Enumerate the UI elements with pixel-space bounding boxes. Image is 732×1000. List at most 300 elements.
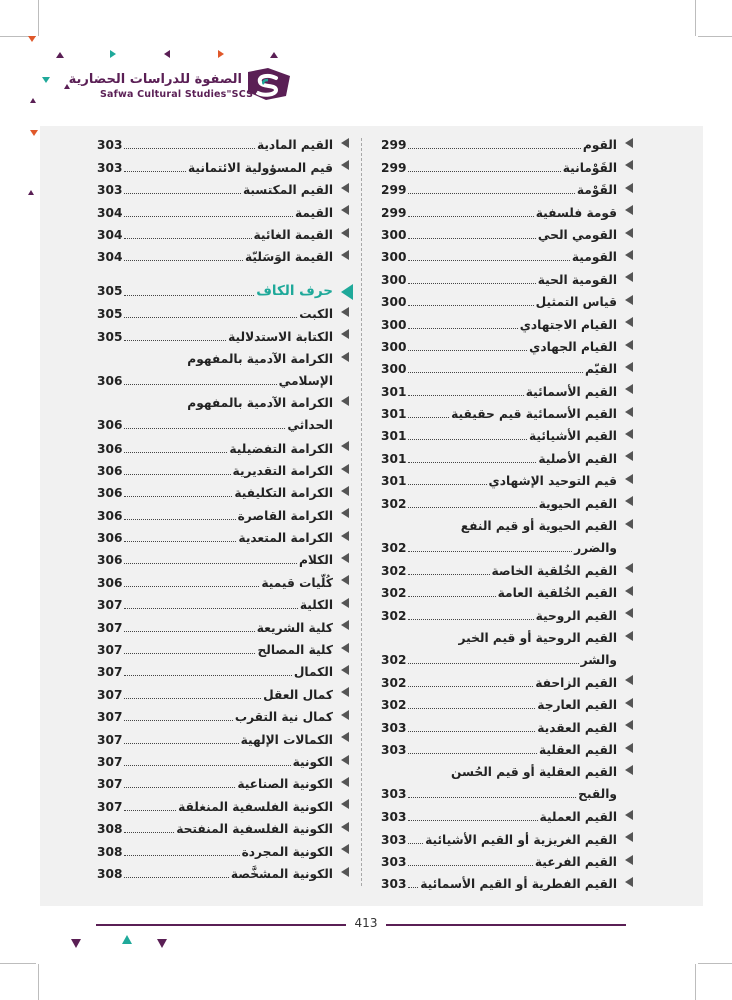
entry-term: الكلام: [298, 553, 333, 568]
entry-term: كلية المصالح: [257, 643, 333, 658]
bullet-arrow-icon: [341, 710, 349, 720]
section-page: 305: [97, 283, 123, 298]
index-entry: [381, 559, 617, 581]
entry-page: 308: [97, 866, 123, 881]
entry-term: الكبت: [299, 307, 333, 322]
entry-term-continued: الإسلامي: [278, 373, 333, 388]
entry-page: 302: [381, 675, 407, 690]
leader-dots: [124, 496, 232, 497]
entry-page: 303: [381, 810, 407, 825]
decor-triangle-icon: [42, 77, 50, 83]
bullet-arrow-icon: [625, 138, 633, 148]
leader-dots: [408, 820, 537, 821]
entry-term: القيم الأشيائية: [528, 429, 617, 444]
index-entry: [97, 179, 333, 201]
bullet-arrow-icon: [341, 755, 349, 765]
entry-continuation: [381, 783, 617, 805]
leader-dots: [408, 283, 535, 284]
entry-page: 300: [381, 339, 407, 354]
leader-dots: [408, 551, 572, 552]
entry-term: القيم الحيوية أو قيم النفع: [460, 518, 617, 533]
index-entry: [381, 403, 617, 425]
entry-page: 299: [381, 138, 407, 153]
bullet-arrow-icon: [341, 228, 349, 238]
bullet-arrow-icon: [625, 407, 633, 417]
entry-term: القيم الروحية أو قيم الخير: [458, 630, 617, 645]
leader-dots: [124, 428, 285, 429]
entry-page: 307: [97, 754, 123, 769]
bullet-arrow-icon: [341, 598, 349, 608]
index-entry: [97, 460, 333, 482]
bullet-arrow-icon: [625, 765, 633, 775]
index-entry: [97, 156, 333, 178]
logo-arabic-text: الصفوة للدراسات الحضارية: [68, 72, 242, 87]
leader-dots: [408, 328, 517, 329]
column-divider: [361, 138, 362, 886]
entry-term: قومة فلسفية: [535, 205, 617, 220]
entry-page: 307: [97, 687, 123, 702]
index-entry: [381, 671, 617, 693]
index-entry: [97, 773, 333, 795]
bullet-arrow-icon: [625, 832, 633, 842]
entry-page: 300: [381, 250, 407, 265]
entry-term: القوم: [582, 138, 617, 153]
bullet-arrow-icon: [625, 340, 633, 350]
leader-dots: [408, 305, 533, 306]
leader-dots: [408, 731, 535, 732]
index-entry: [97, 303, 333, 325]
entry-page: 306: [97, 373, 123, 388]
bullet-arrow-icon: [341, 665, 349, 675]
bullet-arrow-icon: [341, 205, 349, 215]
bullet-arrow-icon: [341, 250, 349, 260]
bullet-arrow-icon: [341, 575, 349, 585]
index-entry: [381, 380, 617, 402]
footer-rule-left: [96, 924, 346, 926]
page-number: 413: [354, 916, 378, 930]
index-entry: [97, 683, 333, 705]
leader-dots: [124, 765, 290, 766]
leader-dots: [124, 474, 230, 475]
entry-page: 306: [97, 531, 123, 546]
entry-term: الكرامة المتعدية: [238, 531, 333, 546]
entry-continuation: [97, 414, 333, 436]
entry-page: 302: [381, 586, 407, 601]
entry-page: 303: [381, 720, 407, 735]
entry-term: القيمة الغائية: [253, 227, 333, 242]
index-entry: [97, 840, 333, 862]
leader-dots: [124, 238, 251, 239]
bullet-arrow-icon: [625, 496, 633, 506]
bullet-arrow-icon: [341, 329, 349, 339]
entry-page: 301: [381, 474, 407, 489]
entry-term: القيم الروحية: [535, 608, 617, 623]
entry-term: الكونية الصناعية: [237, 777, 333, 792]
bullet-arrow-icon: [625, 451, 633, 461]
entry-term: قياس التمثيل: [535, 295, 617, 310]
entry-term: الكمال: [293, 665, 333, 680]
entry-term: الكرامة القاصرة: [237, 508, 333, 523]
entry-term: القيم العقلية: [538, 742, 617, 757]
leader-dots: [124, 519, 235, 520]
leader-dots: [124, 810, 176, 811]
crop-mark: [698, 36, 732, 37]
bullet-arrow-icon: [625, 631, 633, 641]
bullet-arrow-icon: [625, 384, 633, 394]
entry-page: 307: [97, 732, 123, 747]
entry-term: كمال نية التقرب: [234, 710, 333, 725]
entry-page: 304: [97, 227, 123, 242]
bullet-arrow-icon: [625, 519, 633, 529]
entry-term: القيام الجهادي: [529, 339, 617, 354]
leader-dots: [408, 171, 560, 172]
entry-page: 302: [381, 652, 407, 667]
bullet-arrow-icon: [341, 531, 349, 541]
leader-dots: [124, 787, 235, 788]
entry-continuation: [381, 537, 617, 559]
entry-term: الكرامة الآدمية بالمفهوم: [187, 351, 333, 366]
leader-dots: [408, 439, 527, 440]
index-entry: [97, 392, 333, 437]
index-entry: [97, 246, 333, 268]
bullet-arrow-icon: [341, 160, 349, 170]
bullet-arrow-icon: [625, 586, 633, 596]
leader-dots: [408, 484, 486, 485]
crop-mark: [695, 0, 696, 36]
index-entry: [381, 851, 617, 873]
leader-dots: [124, 193, 240, 194]
entry-page: 299: [381, 183, 407, 198]
leader-dots: [408, 462, 536, 463]
entry-term: القيم الأسمائية قيم حقيقية: [451, 407, 617, 422]
decor-triangle-icon: [122, 935, 132, 944]
entry-page: 305: [97, 307, 123, 322]
index-column-left: [97, 134, 333, 885]
index-entry: [97, 728, 333, 750]
index-entry: [381, 716, 617, 738]
leader-dots: [124, 855, 239, 856]
decor-triangle-icon: [218, 50, 224, 58]
bullet-arrow-icon: [625, 362, 633, 372]
leader-dots: [408, 193, 574, 194]
bullet-arrow-icon: [341, 307, 349, 317]
index-entry: [97, 437, 333, 459]
entry-page: 307: [97, 777, 123, 792]
index-entry: [381, 470, 617, 492]
entry-page: 306: [97, 575, 123, 590]
entry-term-continued: والضرر: [574, 540, 617, 555]
index-entry: [97, 134, 333, 156]
index-entry: [97, 571, 333, 593]
index-entry: [97, 706, 333, 728]
entry-term: القيم الخُلقية العامة: [497, 586, 617, 601]
entry-page: 300: [381, 272, 407, 287]
index-entry: [97, 325, 333, 347]
leader-dots: [124, 384, 276, 385]
leader-dots: [408, 148, 580, 149]
bullet-arrow-icon: [341, 822, 349, 832]
bullet-arrow-icon: [625, 228, 633, 238]
decor-triangle-icon: [28, 36, 36, 42]
entry-page: 303: [97, 160, 123, 175]
decor-triangle-icon: [71, 939, 81, 948]
index-entry: [97, 549, 333, 571]
entry-page: 304: [97, 250, 123, 265]
leader-dots: [124, 216, 292, 217]
leader-dots: [124, 675, 291, 676]
entry-term: القيم العارجة: [537, 698, 617, 713]
bullet-arrow-icon: [625, 317, 633, 327]
index-entry: [381, 604, 617, 626]
bullet-arrow-icon: [341, 732, 349, 742]
leader-dots: [124, 877, 228, 878]
leader-dots: [408, 708, 535, 709]
bullet-arrow-icon: [625, 698, 633, 708]
entry-term: الكرامة التفضيلية: [229, 441, 333, 456]
leader-dots: [124, 260, 243, 261]
leader-dots: [124, 698, 261, 699]
entry-page: 304: [97, 205, 123, 220]
entry-page: 308: [97, 822, 123, 837]
decor-triangle-icon: [30, 130, 38, 136]
entry-page: 303: [381, 742, 407, 757]
leader-dots: [124, 608, 297, 609]
leader-dots: [124, 832, 174, 833]
entry-page: 303: [381, 877, 407, 892]
logo-english-text: Safwa Cultural Studies"SCS": [100, 89, 259, 100]
bullet-arrow-icon: [625, 720, 633, 730]
bullet-arrow-icon: [341, 352, 349, 362]
index-entry: [381, 201, 617, 223]
leader-dots: [408, 417, 449, 418]
index-entry: [97, 348, 333, 393]
entry-term: القيم العملية: [539, 810, 617, 825]
leader-dots: [408, 865, 532, 866]
leader-dots: [124, 563, 297, 564]
crop-mark: [0, 963, 36, 964]
entry-term: القيم الحيوية: [538, 496, 617, 511]
index-entry: [381, 224, 617, 246]
bullet-arrow-icon: [625, 429, 633, 439]
bullet-arrow-icon: [625, 877, 633, 887]
entry-term: القَوْمانية: [562, 160, 617, 175]
index-entry: [381, 291, 617, 313]
entry-page: 308: [97, 844, 123, 859]
entry-term: الكونية المجردة: [241, 844, 333, 859]
bullet-arrow-icon: [341, 396, 349, 406]
section-marker-icon: [341, 284, 353, 300]
leader-dots: [124, 653, 255, 654]
bullet-arrow-icon: [625, 608, 633, 618]
entry-continuation: [97, 370, 333, 392]
index-entry: [381, 268, 617, 290]
leader-dots: [408, 843, 423, 844]
leader-dots: [124, 340, 226, 341]
leader-dots: [124, 171, 186, 172]
entry-term: الكلية: [299, 598, 333, 613]
leader-dots: [408, 663, 578, 664]
entry-continuation: [381, 649, 617, 671]
bullet-arrow-icon: [625, 160, 633, 170]
bullet-arrow-icon: [625, 563, 633, 573]
entry-page: 300: [381, 295, 407, 310]
entry-page: 306: [97, 553, 123, 568]
leader-dots: [408, 507, 536, 508]
leader-dots: [408, 686, 533, 687]
bullet-arrow-icon: [625, 295, 633, 305]
index-entry: [381, 313, 617, 335]
index-entry: [97, 482, 333, 504]
entry-term: القومية: [571, 250, 617, 265]
index-group-qaf: [97, 134, 333, 268]
entry-page: 302: [381, 608, 407, 623]
entry-term-continued: والقبح: [578, 786, 617, 801]
index-entry: [381, 134, 617, 156]
decor-triangle-icon: [56, 52, 64, 58]
entry-page: 301: [381, 451, 407, 466]
bullet-arrow-icon: [341, 486, 349, 496]
bullet-arrow-icon: [625, 810, 633, 820]
index-entry: [97, 616, 333, 638]
index-entry: [381, 739, 617, 761]
entry-term: القيام الاجتهادي: [519, 317, 617, 332]
leader-dots: [124, 743, 238, 744]
index-entry: [381, 492, 617, 514]
crop-mark: [38, 964, 39, 1000]
index-entry: [97, 504, 333, 526]
leader-dots: [124, 317, 297, 318]
entry-term-continued: والشر: [580, 652, 617, 667]
entry-term: قيم المسؤولية الائتمانية: [188, 160, 333, 175]
entry-term: الكتابة الاستدلالية: [228, 329, 333, 344]
entry-term: القيم الفطرية أو القيم الأسمائية: [420, 877, 617, 892]
bullet-arrow-icon: [625, 743, 633, 753]
entry-page: 303: [97, 138, 123, 153]
bullet-arrow-icon: [625, 474, 633, 484]
bullet-arrow-icon: [341, 867, 349, 877]
entry-term: الكرامة الآدمية بالمفهوم: [187, 396, 333, 411]
entry-term: القيم المادية: [256, 138, 333, 153]
bullet-arrow-icon: [625, 675, 633, 685]
entry-term: القيم الزاحفة: [535, 675, 617, 690]
entry-term: القيم الفرعية: [534, 854, 617, 869]
entry-page: 302: [381, 496, 407, 511]
decor-triangle-icon: [30, 98, 36, 103]
bullet-arrow-icon: [341, 464, 349, 474]
entry-page: 301: [381, 407, 407, 422]
index-entry: [381, 873, 617, 895]
entry-term: القيم الأصلية: [538, 451, 617, 466]
entry-page: 307: [97, 665, 123, 680]
entry-page: 300: [381, 362, 407, 377]
entry-page: 303: [381, 786, 407, 801]
index-entry: [381, 179, 617, 201]
entry-page: 302: [381, 698, 407, 713]
decor-triangle-icon: [164, 50, 170, 58]
bullet-arrow-icon: [341, 777, 349, 787]
bullet-arrow-icon: [341, 844, 349, 854]
entry-page: 302: [381, 540, 407, 555]
decor-triangle-icon: [28, 190, 34, 195]
entry-page: 306: [97, 486, 123, 501]
entry-term: القومية الحية: [537, 272, 617, 287]
index-entry: [97, 661, 333, 683]
entry-term: القيمة: [294, 205, 333, 220]
crop-mark: [698, 963, 732, 964]
entry-page: 307: [97, 620, 123, 635]
entry-term: القيم الأسمائية: [525, 384, 617, 399]
index-entry: [381, 358, 617, 380]
leader-dots: [408, 887, 418, 888]
index-entry: [97, 201, 333, 223]
section-heading-kaf: [97, 280, 333, 302]
bullet-arrow-icon: [341, 138, 349, 148]
crop-mark: [38, 0, 39, 36]
index-entry: [97, 639, 333, 661]
entry-term: القيم المكتسبة: [242, 183, 333, 198]
crop-mark: [695, 964, 696, 1000]
entry-page: 299: [381, 160, 407, 175]
leader-dots: [124, 720, 232, 721]
entry-term: كُلّيات قيمية: [261, 575, 333, 590]
leader-dots: [408, 574, 489, 575]
footer-rule-right: [386, 924, 626, 926]
entry-page: 302: [381, 563, 407, 578]
index-entry: [381, 806, 617, 828]
entry-page: 307: [97, 643, 123, 658]
index-entry: [381, 828, 617, 850]
entry-term: الكرامة التكليفية: [234, 486, 333, 501]
entry-page: 306: [97, 441, 123, 456]
entry-page: 301: [381, 384, 407, 399]
index-entry: [381, 515, 617, 560]
bullet-arrow-icon: [625, 250, 633, 260]
bullet-arrow-icon: [625, 855, 633, 865]
entry-page: 307: [97, 710, 123, 725]
entry-term: الكمالات الإلهية: [240, 732, 333, 747]
entry-term: القيمة الوَسَليّة: [244, 250, 333, 265]
leader-dots: [408, 596, 495, 597]
leader-dots: [408, 372, 582, 373]
index-entry: [381, 582, 617, 604]
entry-term: القيم العقدية: [537, 720, 617, 735]
leader-dots: [124, 452, 227, 453]
leader-dots: [408, 753, 537, 754]
entry-page: 306: [97, 418, 123, 433]
leader-dots: [408, 797, 576, 798]
bullet-arrow-icon: [341, 183, 349, 193]
index-entry: [97, 795, 333, 817]
index-group-kaf: [97, 303, 333, 885]
index-entry: [97, 818, 333, 840]
decor-triangle-icon: [110, 50, 116, 58]
entry-term: الكونية الفلسفية المنفتحة: [176, 822, 333, 837]
index-entry: [381, 336, 617, 358]
entry-term: كمال العقل: [263, 687, 333, 702]
entry-term: الكونية الفلسفية المنغلقة: [178, 799, 333, 814]
index-entry: [381, 447, 617, 469]
entry-term: كلية الشريعة: [256, 620, 333, 635]
entry-term: القيم الخُلقية الخاصة: [491, 563, 617, 578]
leader-dots: [408, 216, 533, 217]
index-entry: [97, 527, 333, 549]
bullet-arrow-icon: [625, 272, 633, 282]
entry-term: الكونية المشخَّصة: [230, 866, 333, 881]
bullet-arrow-icon: [625, 205, 633, 215]
leader-dots: [408, 395, 523, 396]
entry-term-continued: الحداثي: [287, 418, 333, 433]
entry-page: 303: [381, 854, 407, 869]
